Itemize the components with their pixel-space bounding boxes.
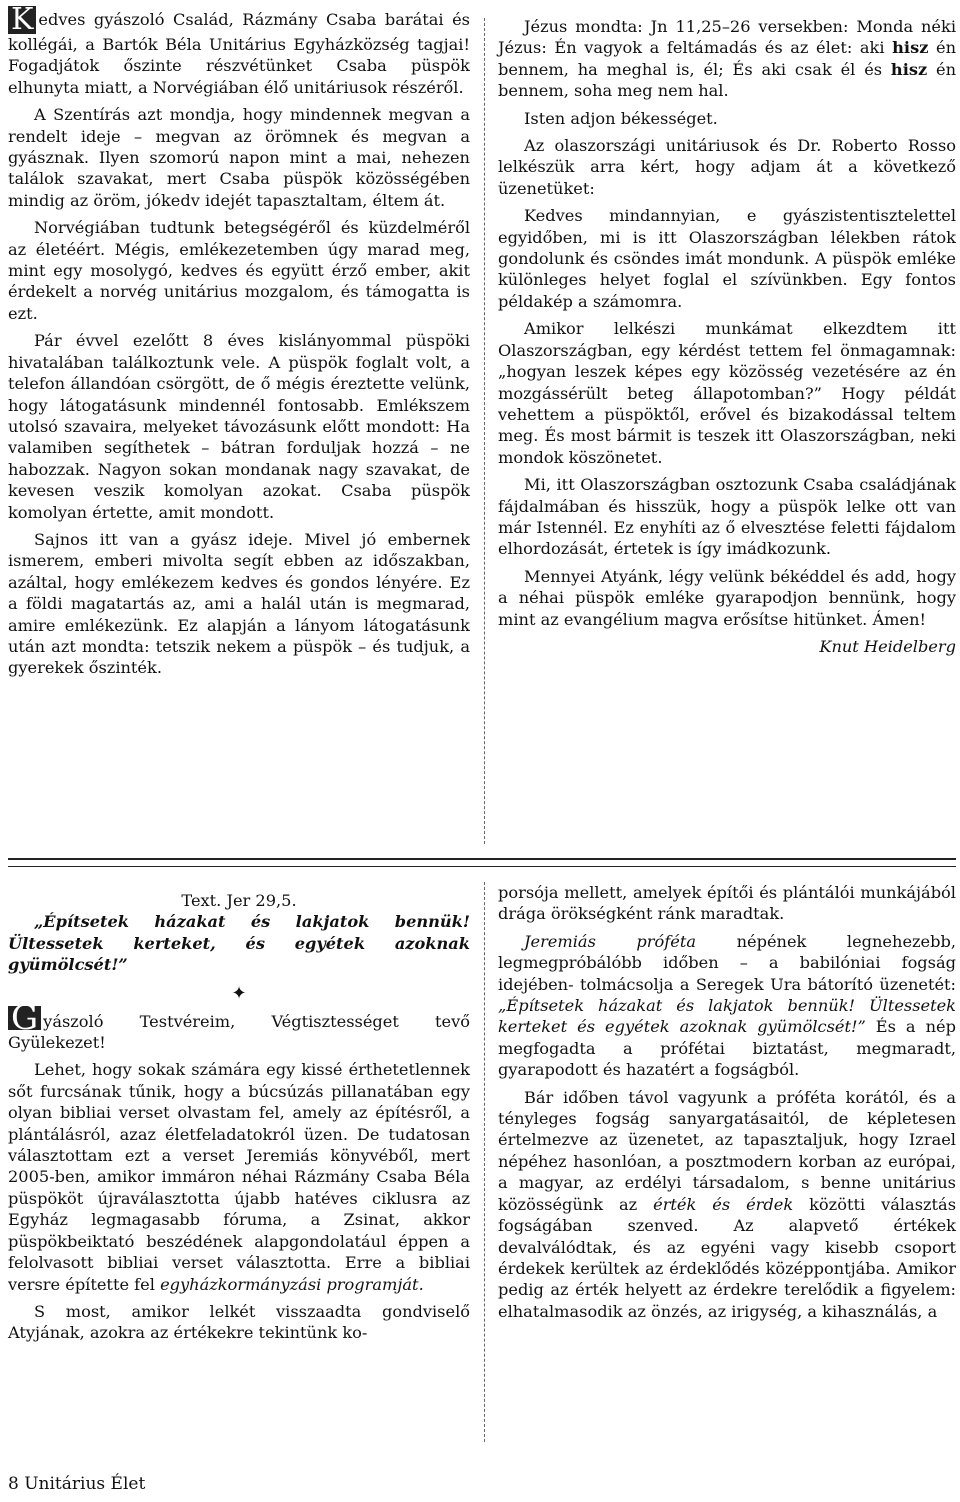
paragraph	[498, 1087, 956, 1322]
section-rule-thin	[8, 866, 956, 867]
text: közötti választás fogságában szenved. Az alapvető értékek devalválódtak, és az egyéni vagy kisebb csoport érdekek kerültek az érdeklődés középpontjába. Amikor pedig az érték helyett az érdekre terelődik a figyelem: elhatalmasodik az önzés, az irigység, a kihasználás, a	[498, 1194, 956, 1321]
italic-text: „Építsetek házakat és lakjatok bennük! Ültessetek kerteket és egyétek azoknak gyümölcsét!”	[498, 996, 956, 1037]
paragraph: Mennyei Atyánk, légy velünk békéddel és add, hogy a néhai püspök emléke gyarapodjon bennünk, hogy mint az evangélium magva erősítse hitünket. Ámen!	[498, 566, 956, 629]
star-ornament-icon: ✦	[231, 982, 247, 1004]
condolence-letter-column-left	[8, 2, 470, 685]
paragraph: S most, amikor lelkét visszaadta gondviselő Atyjának, azokra az értékekre tekintünk ko-	[8, 1301, 470, 1343]
paragraph: Kedves mindannyian, e gyászistentisztelettel egyidőben, mi is itt Olaszországban lélekben rátok gondolunk és csöndes imát mondunk. A püspök emléke különleges helyet foglal el szívünkben. Egy fontos példakép a számomra.	[498, 206, 956, 311]
paragraph-text: yászoló Testvéreim, Végtisztességet tevő Gyülekezet!	[8, 1011, 470, 1053]
paragraph	[498, 931, 956, 1081]
paragraph: Amikor lelkészi munkámat elkezdtem itt Olaszországban, egy kérdést tettem fel önmagamnak: „hogyan leszek képes egy közösség vezetésére az én mozgássérült beteg állapotomban?” Hogy példát vehettem a püspöktől, erővel és bizakodással teltem meg. És most bármit is teszek itt Olaszországban, neki mondok köszönetet.	[498, 319, 956, 467]
paragraph	[8, 997, 470, 1054]
italic-text: Jeremiás próféta	[524, 931, 697, 951]
paragraph: A Szentírás azt mondja, hogy mindennek megvan a rendelt ideje – megvan az örömnek és megvan a gyásznak. Ilyen szomorú napon mint a mai, nehezen találok szavakat, mert Csaba püspök közösségében mindig az öröm, jókedv idejét tapasztaltam, éltem át.	[8, 105, 470, 210]
paragraph: Pár évvel ezelőtt 8 éves kislányommal püspöki hivatalában találkoztunk vele. A püspök foglalt volt, a telefon állandóan csörgött, de ő mégis éreztette velünk, hogy látogatásunk mindennél fontosabb. Emlékszem utolsó szavaira, melyeket távozásunk előtt mondott: Ha valamiben segíthetek – bátran forduljak hozzá – ne habozzak. Nagyon sokan mondanak nagy szavakat, de kevesen veszik komolyan azokat. Csaba püspök komolyan értette, amit mondott.	[8, 331, 470, 522]
section-rule-thick	[8, 858, 956, 860]
text: Lehet, hogy sokak számára egy kissé érthetetlennek sőt furcsának tűnik, hogy a búcsúzás pillanatában egy olyan bibliai verset olvastam fel, amely az építésről, a plántálásról, azaz életfeladatokról üzen. De tudatosan választottam ezt a verset Jeremiás könyvéből, mert 2005-ben, amikor immáron néhai Rázmány Csaba Béla püspököt újraválasztotta újabb hatéves ciklusra az Egyház legmagasabb fóruma, a Zsinat, akkor püspökbeiktató beszédének alapgondolatául éppen a felolvasott bibliai verset választotta. Erre a bibliai versre építette fel	[8, 1060, 470, 1294]
text: én bennem, ha meghal is, él; És aki csak él és	[498, 38, 956, 79]
italic-text: érték és érdek	[653, 1194, 794, 1214]
paragraph-text: edves gyászoló Család, Rázmány Csaba barátai és kollégái, a Bartók Béla Unitárius Egyházközség tagjai! Fogadjátok őszinte részvétünket Csaba püspök elhunyta miatt, a Norvégiában élő unitáriusok részéről.	[8, 10, 470, 97]
paragraph	[8, 1059, 470, 1294]
scripture-motto: „Építsetek házakat és lakjatok bennük! Ültessetek kerteket, és egyétek azoknak gyümölcsét!”	[8, 912, 470, 975]
paragraph: porsója mellett, amelyek építői és plántálói munkájából drága örökségként ránk maradtak.	[498, 883, 956, 924]
text: És a nép megfogadta a prófétai biztatást, megmaradt, gyarapodott és hazatért a fogságból.	[498, 1017, 956, 1080]
paragraph: Az olaszországi unitáriusok és Dr. Roberto Rosso lelkészük arra kért, hogy adjam át a következő üzenetüket:	[498, 136, 956, 198]
scripture-reference: Text. Jer 29,5.	[181, 891, 297, 910]
sermon-column-left	[8, 890, 470, 1350]
drop-cap: K	[8, 6, 36, 34]
column-divider-bottom	[484, 882, 485, 1442]
bold-word: hisz	[890, 59, 928, 79]
page-footer: 8 Unitárius Élet	[8, 1474, 146, 1494]
condolence-letter-column-right	[498, 16, 956, 657]
paragraph: Sajnos itt van a gyász ideje. Mivel jó embernek ismerem, emberi mivolta segít ebben az időszakban, azáltal, hogy emlékezem kedves és gondos lényére. Ez a földi magatartás az, ami a halál után is megmarad, amire emlékezünk. Ez alapján a lányom látogatásunk után azt mondta: tetszik nekem a püspök – és tudjuk, a gyerekek őszinték.	[8, 529, 470, 678]
signature: Knut Heidelberg	[819, 636, 956, 656]
paragraph	[8, 2, 470, 98]
sermon-column-right	[498, 882, 956, 1328]
paragraph: Norvégiában tudtunk betegségéről és küzdelméről az életéért. Mégis, emlékezetemben úgy marad meg, mint egy mosolygó, kedves és együtt érző ember, akit érdekelt a norvég unitárius mozgalom, és támogatta is ezt.	[8, 218, 470, 323]
text: én bennem, soha meg nem hal.	[498, 59, 956, 101]
text: népének legnehezebb, legmegpróbálóbb időben – a babilóniai fogság idejében- tolmácsolja a Seregek Ura bátorító üzenetét:	[498, 931, 956, 994]
bold-word: hisz	[892, 38, 929, 58]
italic-text: egyházkormányzási programját.	[160, 1274, 424, 1294]
paragraph: Mi, itt Olaszországban osztozunk Csaba családjának fájdalmában és hisszük, hogy a püspök lelke ott van már Istennél. Ez enyhíti az ő elvesztése feletti fájdalom elhordozását, értetek is így imádkozunk.	[498, 475, 956, 559]
column-divider-top	[484, 18, 485, 844]
text: Bár időben távol vagyunk a próféta korától, és a tényleges fogság sanyargatásaitól, de képletesen értelmezve az üzenetet, az tapasztaljuk, hogy Izrael népéhez hasonlóan, a posztmodern korban az európai, a magyar, az erdélyi társadalom, s benne unitárius közösségünk az	[498, 1087, 956, 1214]
paragraph: Isten adjon békességet.	[524, 108, 718, 128]
paragraph	[498, 16, 956, 102]
drop-cap: G	[8, 1006, 41, 1030]
text: Jézus mondta: Jn 11,25–26 versekben: Monda néki Jézus: Én vagyok a feltámadás és az élet: aki	[498, 17, 956, 58]
